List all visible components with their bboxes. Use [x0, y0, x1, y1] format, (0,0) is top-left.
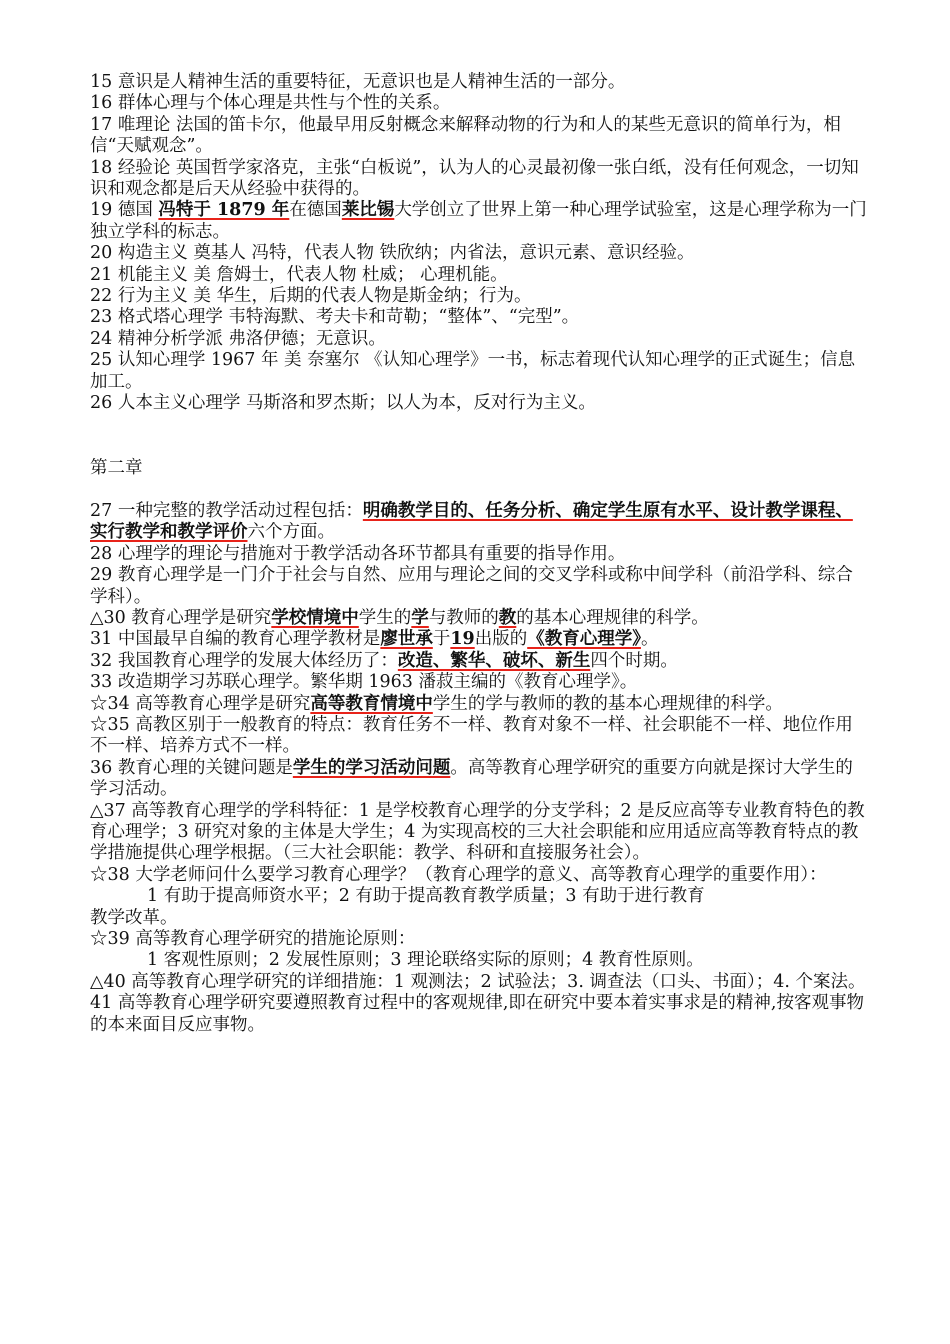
highlight-year: 19 [450, 629, 475, 650]
item-37: △37 高等教育心理学的学科特征：1 是学校教育心理学的分支学科；2 是反应高等专业教育特色的教育心理学；3 研究对象的主体是大学生；4 为实现高校的三大社会职能和应用适应高等教育特点的教学措施提供心理学根据。（三大社会职能：教学、科研和直接服务社会）。 [90, 800, 865, 864]
highlight-teach: 教 [498, 607, 517, 628]
item-32-text: 32 我国教育心理学的发展大体经历了： [90, 650, 398, 671]
item-18: 18 经验论 英国哲学家洛克，主张“白板说”，认为人的心灵最初像一张白纸，没有任何观念，一切知识和观念都是后天从经验中获得的。 [90, 157, 859, 200]
item-35: ☆35 高教区别于一般教育的特点：教育任务不一样、教育对象不一样、社会职能不一样、地位作用不一样、培养方式不一样。 [90, 714, 853, 757]
item-40: △40 高等教育心理学研究的详细措施：1 观测法；2 试验法；3. 调查法（口头、书面）；4. 个案法。 [90, 971, 866, 992]
chapter-heading: 第二章 [90, 457, 143, 478]
item-19-text: 在德国 [289, 200, 342, 221]
item-19-text: 19 德国 [90, 200, 159, 221]
highlight-teaching-process: 明确教学目的、任务分析、确定学生原有水平、设计教学课程、实行教学和教学评价 [90, 500, 853, 543]
item-30-text: 学生的 [358, 607, 412, 628]
item-31-text: 。 [640, 629, 659, 650]
item-36 [90, 758, 870, 801]
highlight-learn: 学 [411, 607, 429, 628]
item-32 [90, 651, 870, 672]
item-36-text: 36 教育心理的关键问题是 [90, 757, 293, 778]
section-spacer [90, 479, 870, 501]
highlight-author: 廖世承 [380, 629, 433, 650]
item-38: ☆38 大学老师问什么要学习教育心理学？（教育心理学的意义、高等教育心理学的重要作用）： [90, 864, 827, 885]
highlight-leipzig: 莱比锡 [341, 200, 395, 221]
highlight-book-title: 《教育心理学》 [527, 629, 641, 650]
document-page [90, 72, 870, 1036]
item-32-text: 四个时期。 [590, 650, 678, 671]
item-24: 24 精神分析学派 弗洛伊德；无意识。 [90, 328, 386, 349]
item-31-text: 31 中国最早自编的教育心理学教材是 [90, 629, 381, 650]
item-36-text: 。高等教育心理学研究的重要方向就是探讨大学生的学习活动。 [90, 757, 853, 800]
highlight-four-periods: 改造、繁华、破坏、新生 [397, 650, 591, 671]
item-31-text: 出版的 [474, 629, 528, 650]
item-38-list: 1 有助于提高师资水平；2 有助于提高教育教学质量；3 有助于进行教育 [147, 886, 705, 907]
item-23: 23 格式塔心理学 韦特海默、考夫卡和苛勒；“整体”、“完型”。 [90, 307, 580, 328]
item-19 [90, 200, 870, 243]
item-30-text: △30 教育心理学是研究 [90, 607, 272, 628]
highlight-school-context: 学校情境中 [271, 607, 359, 628]
item-26: 26 人本主义心理学 马斯洛和罗杰斯；以人为本，反对行为主义。 [90, 393, 596, 414]
item-34 [90, 694, 870, 715]
item-29: 29 教育心理学是一门介于社会与自然、应用与理论之间的交叉学科或称中间学科（前沿学科、综合学科）。 [90, 565, 853, 607]
item-20: 20 构造主义 奠基人 冯特，代表人物 铁欣纳；内省法，意识元素、意识经验。 [90, 243, 695, 264]
item-34-text: 学生的学与教师的教的基本心理规律的科学。 [432, 693, 783, 714]
item-27 [90, 501, 870, 544]
highlight-wundt-1879: 冯特于 1879 年 [158, 200, 290, 221]
highlight-higher-ed-context: 高等教育情境中 [310, 693, 433, 714]
item-15: 15 意识是人精神生活的重要特征，无意识也是人精神生活的一部分。 [90, 72, 626, 92]
item-27-text: 六个方面。 [247, 522, 335, 543]
item-31-text: 于 [432, 629, 451, 650]
item-34-text: ☆34 高等教育心理学是研究 [90, 693, 311, 714]
item-21: 21 机能主义 美 詹姆士，代表人物 杜威； 心理机能。 [90, 264, 508, 285]
section-spacer [90, 415, 870, 458]
highlight-learning-activity: 学生的学习活动问题 [292, 757, 451, 778]
item-17: 17 唯理论 法国的笛卡尔，他最早用反射概念来解释动物的行为和人的某些无意识的简单行为，相信“天赋观念”。 [90, 114, 841, 157]
item-30 [90, 608, 870, 629]
item-28: 28 心理学的理论与措施对于教学活动各环节都具有重要的指导作用。 [90, 543, 626, 564]
item-33: 33 改造期学习苏联心理学。繁华期 1963 潘菽主编的《教育心理学》。 [90, 672, 638, 693]
item-25: 25 认知心理学 1967 年 美 奈塞尔 《认知心理学》一书，标志着现代认知心理学的正式诞生；信息加工。 [90, 350, 856, 392]
item-22: 22 行为主义 美 华生，后期的代表人物是斯金纳；行为。 [90, 286, 532, 307]
item-30-text: 与教师的 [428, 607, 499, 628]
item-41: 41 高等教育心理学研究要遵照教育过程中的客观规律,即在研究中要本着实事求是的精神,按客观事物的本来面目反应事物。 [90, 993, 864, 1035]
item-39-list: 1 客观性原则；2 发展性原则；3 理论联络实际的原则；4 教育性原则。 [147, 950, 704, 971]
item-16: 16 群体心理与个体心理是共性与个性的关系。 [90, 93, 451, 114]
item-19-text: 大学创立了世界上第一种心理学试验室，这是心理学称为一门独立学科的标志。 [90, 200, 867, 242]
item-31 [90, 629, 870, 650]
item-38-continuation: 教学改革。 [90, 907, 178, 928]
item-27-text: 27 一种完整的教学活动过程包括： [90, 500, 363, 521]
item-39: ☆39 高等教育心理学研究的措施论原则： [90, 929, 416, 950]
item-30-text: 的基本心理规律的科学。 [516, 607, 709, 628]
